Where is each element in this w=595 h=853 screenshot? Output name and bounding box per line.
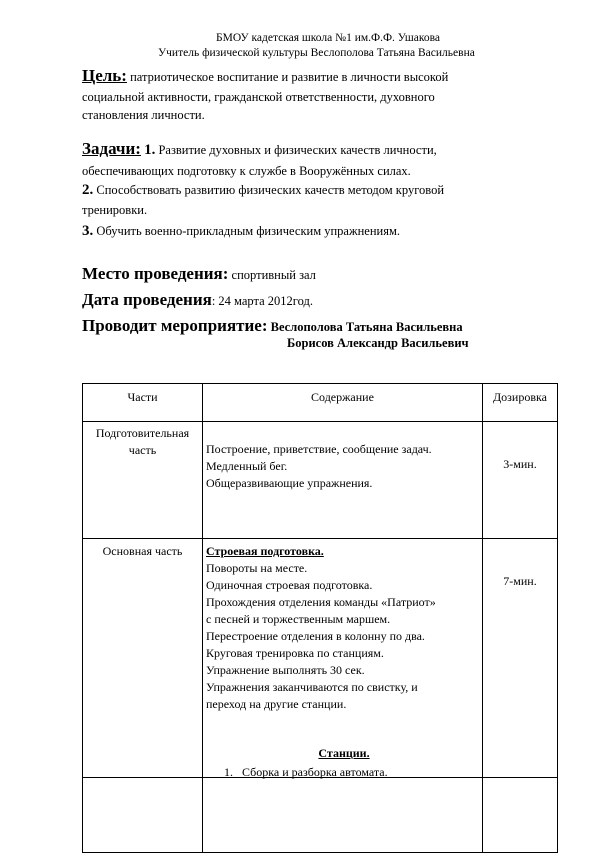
leaders-label: Проводит мероприятие: (82, 316, 268, 335)
task-2-text-1: Способствовать развитию физических качеств методом круговой (93, 183, 445, 197)
goal-text-1: патриотическое воспитание и развитие в личности высокой (126, 70, 449, 84)
date-label: Дата проведения (82, 290, 212, 309)
row-2-content-line-7: Упражнение выполнять 30 сек. (206, 663, 365, 677)
row-1-dose: 3-мин. (483, 422, 558, 539)
row-2-content-line-4: с песней и торжественным маршем. (206, 612, 391, 626)
goal-text-3: становления личности. (82, 108, 205, 122)
task-2-line-1 (82, 181, 444, 199)
row-2-dose: 7-мин. (483, 539, 558, 853)
row-1-content-line-3: Общеразвивающие упражнения. (206, 476, 373, 490)
row-2-content-line-2: Одиночная строевая подготовка. (206, 578, 373, 592)
goal-text-2: социальной активности, гражданской ответственности, духовного (82, 90, 435, 104)
stations-title: Станции. (318, 746, 370, 760)
row-2-content-line-6: Круговая тренировка по станциям. (206, 646, 384, 660)
task-3-number: 3. (82, 223, 94, 239)
leader-name-2: Борисов Александр Васильевич (287, 336, 469, 350)
row-1-part-line-2: часть (128, 443, 157, 457)
task-1-text-2: обеспечивающих подготовку к службе в Вооружённых силах. (82, 164, 411, 178)
row-2-content-line-9: переход на другие станции. (206, 697, 347, 711)
task-2-number: 2. (82, 182, 94, 198)
row-1-content-line-2: Медленный бег. (206, 459, 288, 473)
tasks-label: Задачи: (82, 139, 141, 158)
school-name: БМОУ кадетская школа №1 им.Ф.Ф. Ушакова (216, 32, 441, 44)
row-1-part-line-1: Подготовительная (95, 426, 190, 440)
task-1-text-1: Развитие духовных и физических качеств личности, (155, 143, 437, 157)
date-line (82, 290, 313, 310)
table-row-divider (82, 777, 557, 778)
date-value: : 24 марта 2012год. (211, 294, 313, 308)
row-1-part (83, 422, 203, 539)
row-2-content-line-1: Повороты на месте. (206, 561, 308, 575)
row-2-content-line-3: Прохождения отделения команды «Патриот» (206, 595, 436, 609)
task-1-line-1 (82, 140, 437, 159)
row-2-content-title: Строевая подготовка. (206, 544, 324, 558)
row-1-content-line-1: Построение, приветствие, сообщение задач. (206, 442, 432, 456)
header-dosage: Дозировка (483, 384, 558, 422)
place-label: Место проведения: (82, 264, 229, 283)
leader-name-1: Веслополова Татьяна Васильевна (267, 320, 463, 334)
table-row (83, 539, 558, 853)
table-header-row (83, 384, 558, 422)
station-item (206, 764, 482, 781)
row-2-content-line-5: Перестроение отделения в колонну по два. (206, 629, 425, 643)
row-1-content (203, 422, 483, 539)
task-3-text: Обучить военно-прикладным физическим упражнениям. (93, 224, 401, 238)
header-parts: Части (83, 384, 203, 422)
lesson-plan-table (82, 383, 558, 853)
row-2-part: Основная часть (83, 539, 203, 853)
place-value: спортивный зал (228, 268, 316, 282)
station-1-text: Сборка и разборка автомата. (242, 765, 388, 779)
goal-line-1 (82, 67, 448, 86)
goal-label: Цель: (82, 66, 127, 85)
row-2-content (203, 539, 483, 853)
station-1-number: 1. (224, 765, 233, 779)
task-1-number: 1. (144, 142, 156, 158)
place-line (82, 264, 316, 284)
leaders-line (82, 316, 463, 336)
task-2-text-2: тренировки. (82, 203, 148, 217)
table-row (83, 422, 558, 539)
row-2-content-line-8: Упражнения заканчиваются по свистку, и (206, 680, 418, 694)
teacher-name: Учитель физической культуры Веслополова Татьяна Васильевна (158, 47, 475, 59)
task-3-line (82, 222, 400, 240)
header-content: Содержание (203, 384, 483, 422)
